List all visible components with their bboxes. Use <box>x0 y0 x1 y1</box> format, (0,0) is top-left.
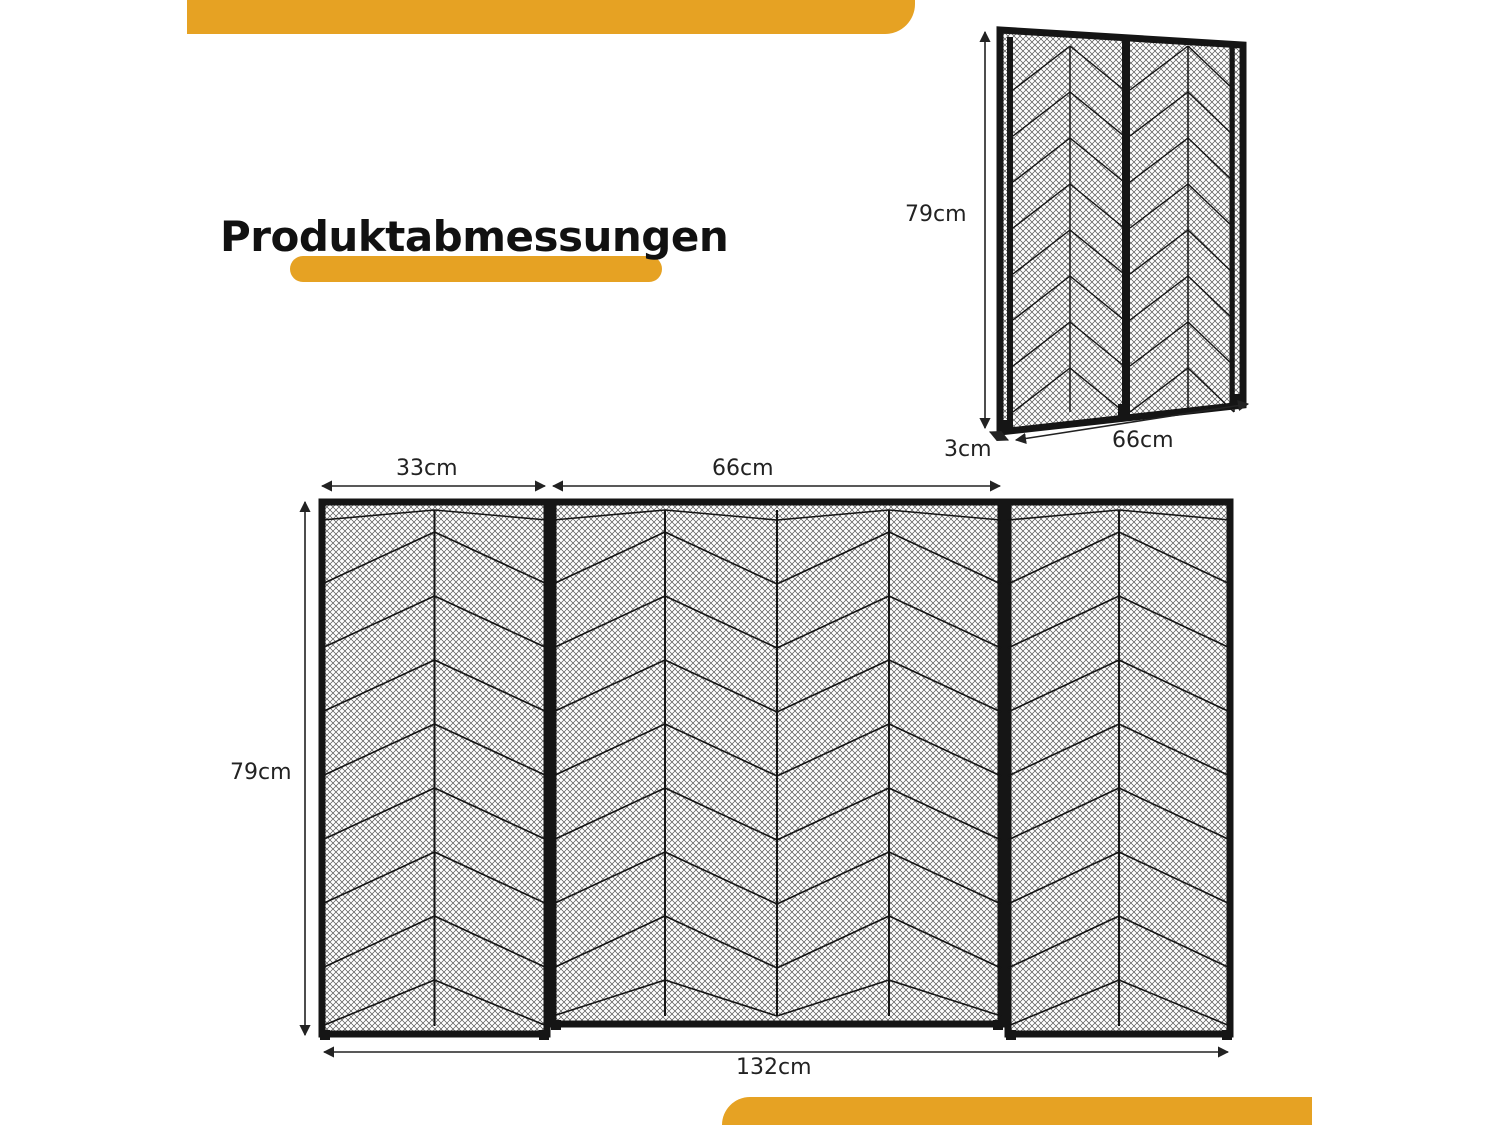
side-view-foot <box>1230 394 1240 406</box>
page-title: Produktabmessungen <box>220 212 729 261</box>
label-total-width: 132cm <box>736 1055 812 1080</box>
hinge <box>998 924 1007 940</box>
side-view-foot <box>1003 420 1013 434</box>
hinge <box>998 590 1007 606</box>
panel-foot <box>320 1030 330 1040</box>
label-left-panel-width: 33cm <box>396 456 458 481</box>
hinge <box>544 924 553 940</box>
side-view-foot <box>1118 404 1128 416</box>
center-panel <box>551 502 1003 1030</box>
panel-foot <box>551 1020 561 1030</box>
panel-foot <box>993 1020 1003 1030</box>
panel-foot <box>1222 1030 1232 1040</box>
front-view <box>320 502 1232 1040</box>
label-front-height: 79cm <box>230 760 292 785</box>
label-side-width: 66cm <box>1112 428 1174 453</box>
side-view <box>1000 30 1243 434</box>
side-view-outer-frame <box>1000 30 1243 432</box>
panel-foot <box>1006 1030 1016 1040</box>
panel-foot <box>539 1030 549 1040</box>
side-view-frame-edge <box>1007 37 1013 426</box>
label-center-panel-width: 66cm <box>712 456 774 481</box>
label-side-height: 79cm <box>905 202 967 227</box>
left-panel <box>320 502 549 1040</box>
right-panel <box>1006 502 1232 1040</box>
hinge <box>544 590 553 606</box>
label-side-depth: 3cm <box>944 437 992 462</box>
